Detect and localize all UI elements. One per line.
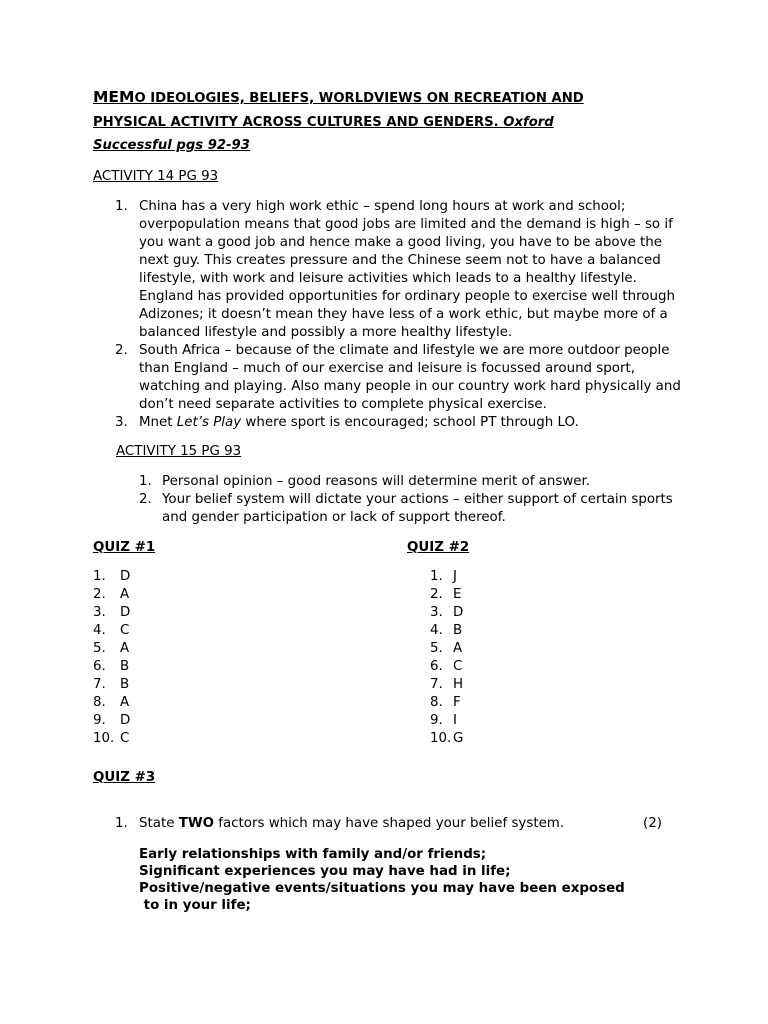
- quiz-columns: [93, 539, 693, 769]
- answer-number: 8.: [430, 694, 443, 710]
- answer-value: C: [120, 730, 130, 746]
- answer-number: 3.: [93, 604, 106, 620]
- answer-number: 10.: [430, 730, 452, 746]
- quiz1-answers: [93, 568, 155, 748]
- quiz2-answer-row: [407, 586, 469, 604]
- item-text-continued: England has provided opportunities for ordinary people to exercise well through Adizones; it doesn’t mean they have less of a work ethic, but maybe more of a balanced lifestyle and possibly a more healthy lifestyle.: [139, 288, 675, 340]
- answer-number: 1.: [430, 568, 443, 584]
- activity15-list: [93, 473, 693, 527]
- quiz2-answer-row: [407, 658, 469, 676]
- quiz3-answers: [93, 846, 693, 914]
- quiz2-answer-row: [407, 712, 469, 730]
- quiz1-heading: QUIZ #1: [93, 539, 156, 555]
- quiz1-answer-row: [93, 730, 155, 748]
- activity15-item-1: [93, 473, 693, 491]
- quiz1-answer-row: [93, 568, 155, 586]
- answer-value: D: [120, 568, 131, 584]
- answer-line: Positive/negative events/situations you may have been exposed: [139, 880, 625, 896]
- quiz2-answer-row: [407, 640, 469, 658]
- activity15-heading: ACTIVITY 15 PG 93: [116, 443, 242, 459]
- quiz2-answer-row: [407, 622, 469, 640]
- quiz1-answer-row: [93, 604, 155, 622]
- answer-value: B: [120, 658, 130, 674]
- title-part1: MEM: [93, 88, 135, 106]
- answer-value: F: [453, 694, 461, 710]
- answer-line: Significant experiences you may have had in life;: [139, 863, 511, 879]
- item-text-italic: Let’s Play: [176, 414, 242, 430]
- quiz2-answer-row: [407, 694, 469, 712]
- quiz1-answer-row: [93, 694, 155, 712]
- answer-number: 6.: [93, 658, 106, 674]
- memo-page: [93, 86, 693, 914]
- question-text-bold: TWO: [178, 815, 214, 831]
- quiz1-answer-row: [93, 586, 155, 604]
- answer-value: C: [453, 658, 463, 674]
- quiz2-heading: QUIZ #2: [407, 539, 470, 555]
- answer-number: 9.: [430, 712, 443, 728]
- answer-value: B: [120, 676, 130, 692]
- answer-value: E: [453, 586, 462, 602]
- quiz1-answer-row: [93, 622, 155, 640]
- item-number: 1.: [115, 198, 128, 214]
- quiz2-answer-row: [407, 568, 469, 586]
- answer-number: 2.: [93, 586, 106, 602]
- answer-line: Early relationships with family and/or friends;: [139, 846, 487, 862]
- quiz2-answer-row: [407, 676, 469, 694]
- item-number: 3.: [115, 414, 128, 430]
- answer-value: I: [453, 712, 457, 728]
- quiz2-answer-row: [407, 604, 469, 622]
- item-number: 1.: [139, 473, 152, 489]
- answer-number: 5.: [430, 640, 443, 656]
- answer-line: to in your life;: [139, 897, 251, 913]
- item-text-post: where sport is encouraged; school PT through LO.: [241, 414, 579, 430]
- answer-number: 4.: [430, 622, 443, 638]
- quiz3-section: [93, 769, 693, 914]
- activity14-item-3: [93, 414, 693, 432]
- answer-value: G: [453, 730, 464, 746]
- question-marks: (2): [643, 815, 662, 831]
- quiz1-column: [93, 539, 155, 748]
- quiz3-heading: QUIZ #3: [93, 769, 156, 785]
- answer-value: C: [120, 622, 130, 638]
- answer-number: 6.: [430, 658, 443, 674]
- item-text-pre: Mnet: [139, 414, 177, 430]
- answer-value: J: [453, 568, 457, 584]
- answer-number: 3.: [430, 604, 443, 620]
- activity15-section: [93, 443, 693, 527]
- answer-number: 8.: [93, 694, 106, 710]
- answer-value: B: [453, 622, 463, 638]
- answer-value: A: [120, 640, 130, 656]
- answer-value: A: [120, 694, 130, 710]
- answer-value: D: [120, 604, 131, 620]
- answer-number: 7.: [93, 676, 106, 692]
- answer-number: 1.: [93, 568, 106, 584]
- quiz3-question-1: [93, 815, 693, 833]
- answer-value: A: [120, 586, 130, 602]
- title-line3: Successful pgs 92-93: [93, 138, 250, 153]
- quiz1-answer-row: [93, 712, 155, 730]
- quiz1-answer-row: [93, 676, 155, 694]
- quiz2-answers: [407, 568, 469, 748]
- answer-number: 2.: [430, 586, 443, 602]
- item-text: Personal opinion – good reasons will determine merit of answer.: [162, 473, 591, 489]
- title-line2-italic: Oxford: [503, 114, 554, 130]
- item-text: Your belief system will dictate your actions – either support of certain sports and gender participation or lack of support thereof.: [162, 491, 673, 525]
- answer-value: H: [453, 676, 464, 692]
- question-text-post: factors which may have shaped your belief system.: [214, 815, 565, 831]
- activity15-item-2: [93, 491, 693, 527]
- activity14-item-2: [93, 342, 693, 414]
- title-line2: PHYSICAL ACTIVITY ACROSS CULTURES AND GENDERS.: [93, 114, 504, 130]
- memo-title: [93, 86, 693, 158]
- activity14-item-1: [93, 198, 693, 342]
- answer-number: 9.: [93, 712, 106, 728]
- question-number: 1.: [115, 815, 128, 831]
- item-text: South Africa – because of the climate and lifestyle we are more outdoor people than England – much of our exercise and leisure is focussed around sport, watching and playing. Also many people in our country work hard physically and don’t need separate activities to complete physical exercise.: [139, 342, 681, 412]
- answer-number: 5.: [93, 640, 106, 656]
- quiz1-answer-row: [93, 658, 155, 676]
- answer-number: 10.: [93, 730, 115, 746]
- item-number: 2.: [115, 342, 128, 358]
- title-part2: O IDEOLOGIES, BELIEFS, WORLDVIEWS ON RECREATION AND: [134, 91, 584, 106]
- item-text: China has a very high work ethic – spend long hours at work and school; overpopulation means that good jobs are limited and the demand is high – so if you want a good job and hence make a good living, you have to be above the next guy. This creates pressure and the Chinese seem not to have a balanced lifestyle, with work and leisure activities which leads to a healthy lifestyle.: [139, 198, 673, 286]
- quiz2-answer-row: [407, 730, 469, 748]
- answer-value: A: [453, 640, 463, 656]
- activity14-heading: ACTIVITY 14 PG 93: [93, 168, 219, 184]
- item-number: 2.: [139, 491, 152, 507]
- answer-number: 7.: [430, 676, 443, 692]
- quiz1-answer-row: [93, 640, 155, 658]
- answer-value: D: [120, 712, 131, 728]
- answer-value: D: [453, 604, 464, 620]
- question-text-pre: State: [139, 815, 179, 831]
- quiz2-column: [407, 539, 469, 748]
- activity14-list: [93, 198, 693, 432]
- answer-number: 4.: [93, 622, 106, 638]
